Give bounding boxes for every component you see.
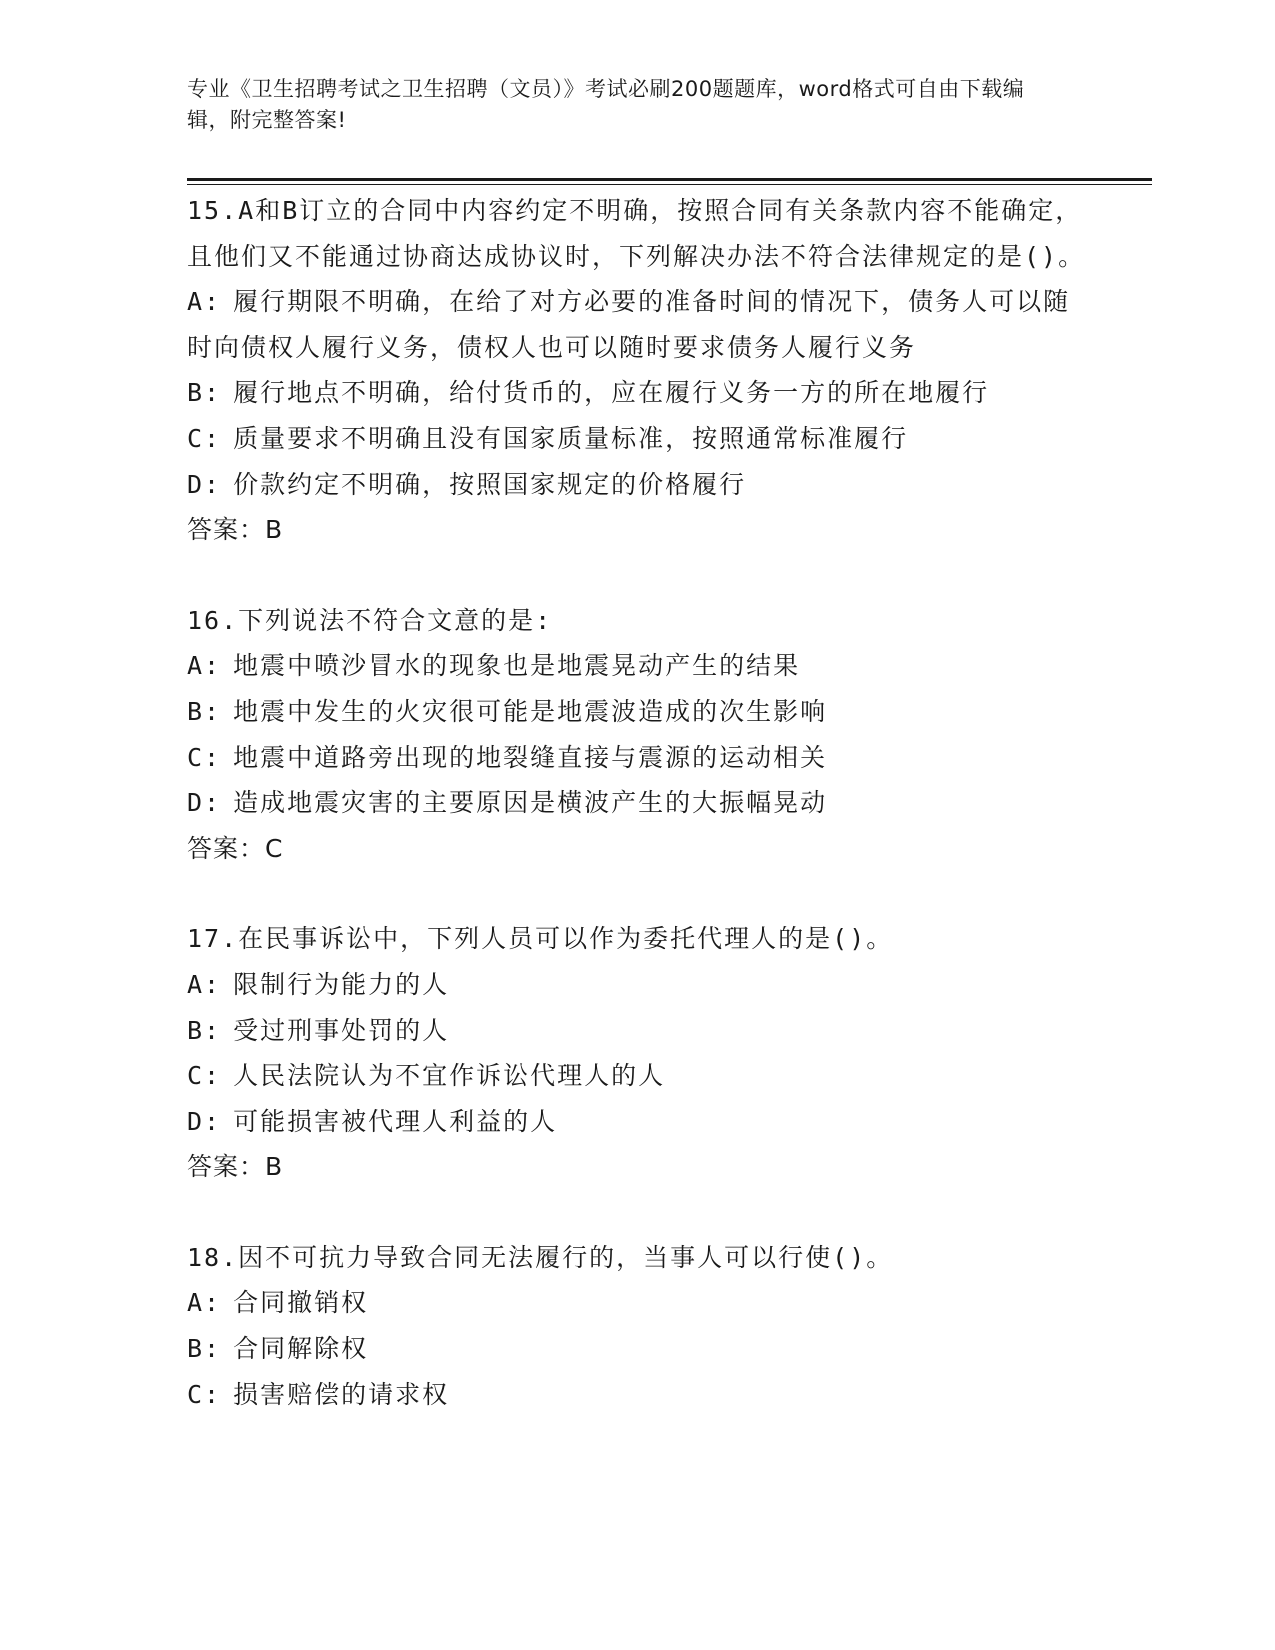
option-letter: B: <box>187 696 222 726</box>
option-a <box>187 1280 1087 1326</box>
option-text: 地震中道路旁出现的地裂缝直接与震源的运动相关 <box>233 742 828 772</box>
question-stem: 17.在民事诉讼中，下列人员可以作为委托代理人的是()。 <box>187 924 894 954</box>
option-a <box>187 279 1087 370</box>
option-letter: C: <box>187 1061 222 1091</box>
option-letter: A: <box>187 1288 222 1318</box>
option-c <box>187 416 1087 462</box>
question-18 <box>187 1235 1087 1417</box>
option-letter: B: <box>187 1334 222 1364</box>
option-text: 履行期限不明确，在给了对方必要的准备时间的情况下，债务人可以随时向债权人履行义务，债权人也可以随时要求债务人履行义务 <box>187 287 1071 362</box>
question-stem: 16.下列说法不符合文意的是: <box>187 605 553 635</box>
document-header: 专业《卫生招聘考试之卫生招聘（文员）》考试必刷200题题库，word格式可自由下载编辑，附完整答案! <box>187 77 1025 132</box>
option-d <box>187 462 1087 508</box>
option-letter: D: <box>187 469 222 499</box>
option-b <box>187 1008 1087 1054</box>
option-c <box>187 1372 1087 1418</box>
option-text: 可能损害被代理人利益的人 <box>233 1106 558 1136</box>
answer-label: 答案：B <box>187 515 284 545</box>
option-text: 地震中发生的火灾很可能是地震波造成的次生影响 <box>233 696 828 726</box>
question-list <box>187 188 1087 1462</box>
option-letter: B: <box>187 1015 222 1045</box>
header-divider-thick <box>187 178 1152 181</box>
option-c <box>187 735 1087 781</box>
option-text: 合同解除权 <box>233 1334 369 1364</box>
option-letter: A: <box>187 969 222 999</box>
option-text: 地震中喷沙冒水的现象也是地震晃动产生的结果 <box>233 651 801 681</box>
option-a <box>187 962 1087 1008</box>
option-letter: C: <box>187 742 222 772</box>
option-b <box>187 689 1087 735</box>
question-15 <box>187 188 1087 553</box>
option-text: 履行地点不明确，给付货币的，应在履行义务一方的所在地履行 <box>233 378 990 408</box>
option-b <box>187 370 1087 416</box>
option-b <box>187 1326 1087 1372</box>
option-letter: D: <box>187 1106 222 1136</box>
option-d <box>187 780 1087 826</box>
option-letter: C: <box>187 1379 222 1409</box>
option-d <box>187 1099 1087 1145</box>
header-divider-thin <box>187 184 1152 185</box>
question-stem: 18.因不可抗力导致合同无法履行的，当事人可以行使()。 <box>187 1242 894 1272</box>
option-text: 价款约定不明确，按照国家规定的价格履行 <box>233 469 747 499</box>
option-text: 质量要求不明确且没有国家质量标准，按照通常标准履行 <box>233 423 909 453</box>
option-letter: B: <box>187 378 222 408</box>
question-stem: 15.A和B订立的合同中内容约定不明确，按照合同有关条款内容不能确定，且他们又不能通过协商达成协议时，下列解决办法不符合法律规定的是()。 <box>187 196 1086 271</box>
option-letter: A: <box>187 651 222 681</box>
option-text: 损害赔偿的请求权 <box>233 1379 450 1409</box>
answer-label: 答案：C <box>187 833 284 863</box>
option-letter: D: <box>187 788 222 818</box>
option-text: 人民法院认为不宜作诉讼代理人的人 <box>233 1061 666 1091</box>
option-letter: C: <box>187 423 222 453</box>
question-17 <box>187 916 1087 1190</box>
option-text: 造成地震灾害的主要原因是横波产生的大振幅晃动 <box>233 788 828 818</box>
option-text: 受过刑事处罚的人 <box>233 1015 450 1045</box>
question-16 <box>187 598 1087 872</box>
option-text: 合同撤销权 <box>233 1288 369 1318</box>
answer-label: 答案：B <box>187 1152 284 1182</box>
option-c <box>187 1053 1087 1099</box>
option-text: 限制行为能力的人 <box>233 969 450 999</box>
option-letter: A: <box>187 287 222 317</box>
option-a <box>187 643 1087 689</box>
